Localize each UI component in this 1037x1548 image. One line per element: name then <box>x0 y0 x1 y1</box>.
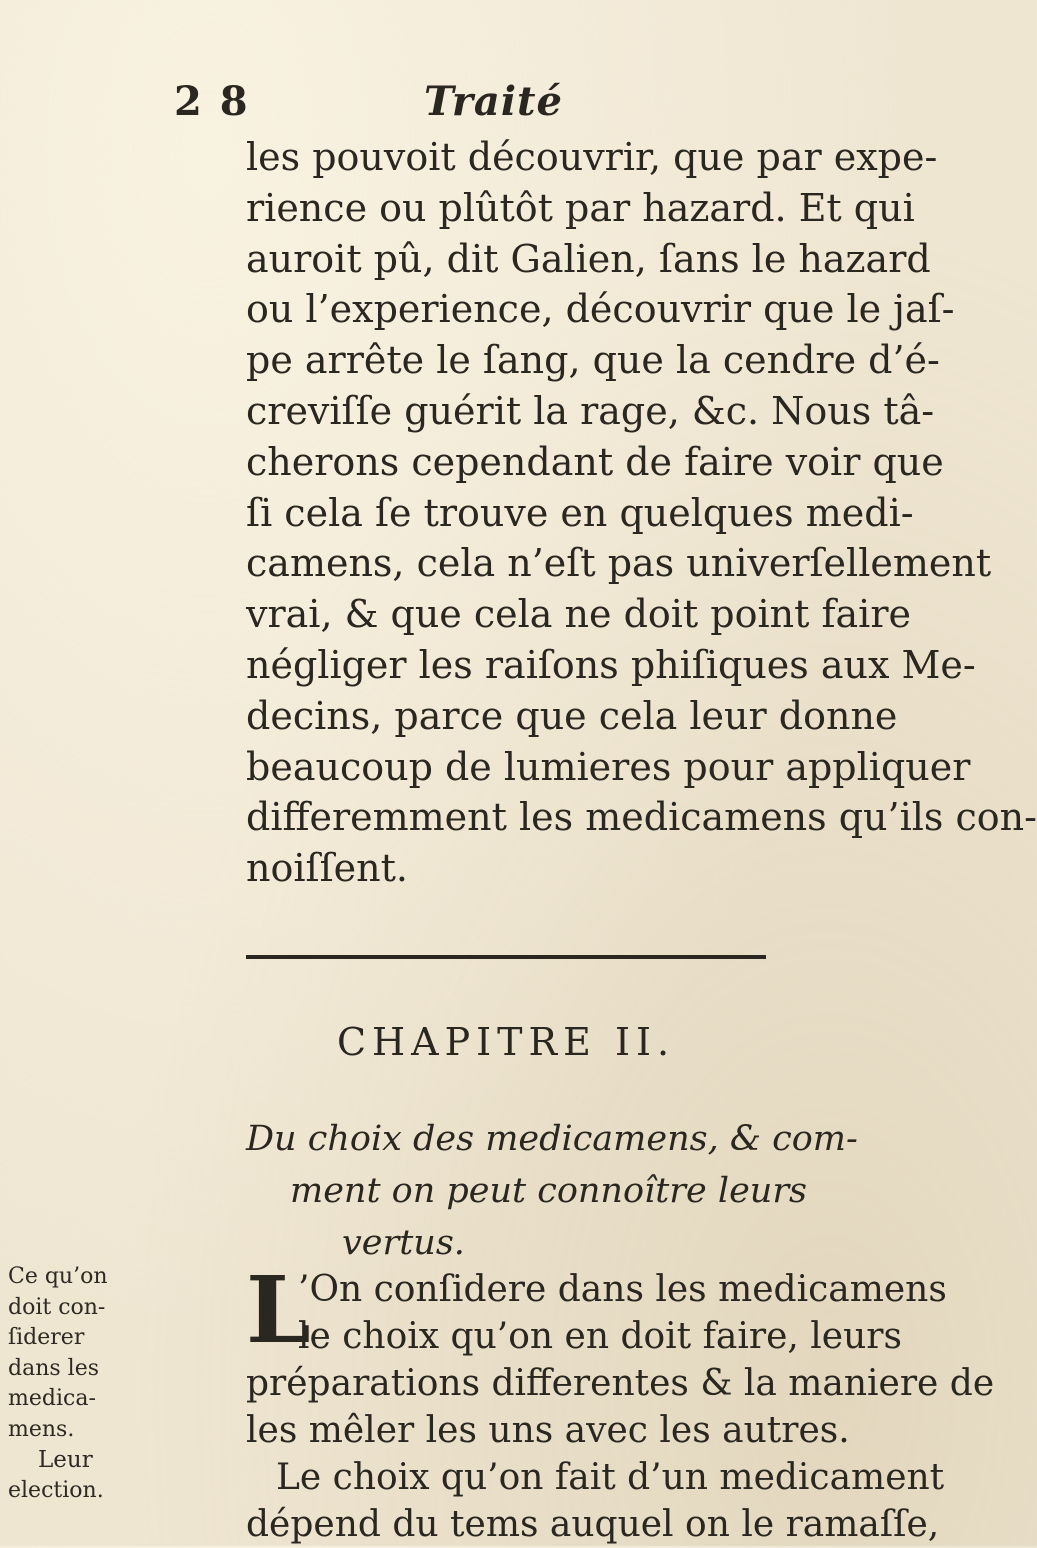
subtitle-line: vertus. <box>342 1223 465 1263</box>
margin-note-line: ſiderer <box>8 1325 85 1350</box>
margin-note-line: dans les <box>8 1355 99 1381</box>
page-number: 2 8 <box>174 78 250 125</box>
text-line: differemment les medicamens qu’ils con- <box>246 795 1037 840</box>
text-line: cherons cependant de faire voir que <box>246 439 944 484</box>
text-line: Le choix qu’on fait d’un medicament <box>276 1457 945 1498</box>
text-line: le choix qu’on en doit faire, leurs <box>298 1316 902 1357</box>
margin-note-line: medica- <box>8 1386 96 1411</box>
margin-note-line: doit con- <box>8 1294 106 1320</box>
chapter-subtitle <box>246 1113 858 1269</box>
body-text <box>246 132 1037 894</box>
text-line: auroit pû, dit Galien, ſans le hazard <box>246 236 931 281</box>
text-line: beaucoup de lumieres pour appliquer <box>246 744 971 789</box>
margin-note-line: mens. <box>8 1416 75 1442</box>
text-line: dépend du tems auquel on le ramaſſe, <box>246 1504 940 1545</box>
text-line: noiſſent. <box>246 846 408 891</box>
text-line: ’On conſidere dans les medicamens <box>298 1269 947 1310</box>
text-line: négliger les raiſons phiſiques aux Me- <box>246 642 976 687</box>
margin-note <box>8 1262 128 1506</box>
text-line: creviſſe guérit la rage, &c. Nous tâ- <box>246 388 935 433</box>
running-head <box>0 78 800 134</box>
text-line: decins, parce que cela leur donne <box>246 693 898 738</box>
text-line: camens, cela n’eſt pas univerſellement <box>246 541 992 586</box>
text-line: préparations differentes & la maniere de <box>246 1363 995 1404</box>
chapter-body <box>246 1256 995 1548</box>
text-line: ou l’experience, découvrir que le jaſ- <box>246 287 955 332</box>
text-line: pe arrête le ſang, que la cendre d’é- <box>246 338 940 383</box>
text-line: vrai, & que cela ne doit point faire <box>246 592 911 637</box>
running-title: Traité <box>424 78 563 125</box>
subtitle-line: Du choix des medicamens, & com- <box>246 1119 858 1159</box>
text-line: rience ou plûtôt par hazard. Et qui <box>246 185 915 230</box>
text-line: les mêler les uns avec les autres. <box>246 1410 850 1451</box>
margin-note-line: election. <box>8 1477 104 1503</box>
section-divider <box>246 955 766 959</box>
margin-note-line: Ce qu’on <box>8 1264 108 1289</box>
subtitle-line: ment on peut connoître leurs <box>290 1171 808 1211</box>
chapter-heading: CHAPITRE II. <box>336 1020 676 1064</box>
text-line: ſi cela ſe trouve en quelques medi- <box>246 490 914 535</box>
margin-note-line: Leur <box>38 1447 93 1473</box>
text-line: les pouvoit découvrir, que par expe- <box>246 135 938 179</box>
drop-cap: L <box>246 1256 311 1364</box>
